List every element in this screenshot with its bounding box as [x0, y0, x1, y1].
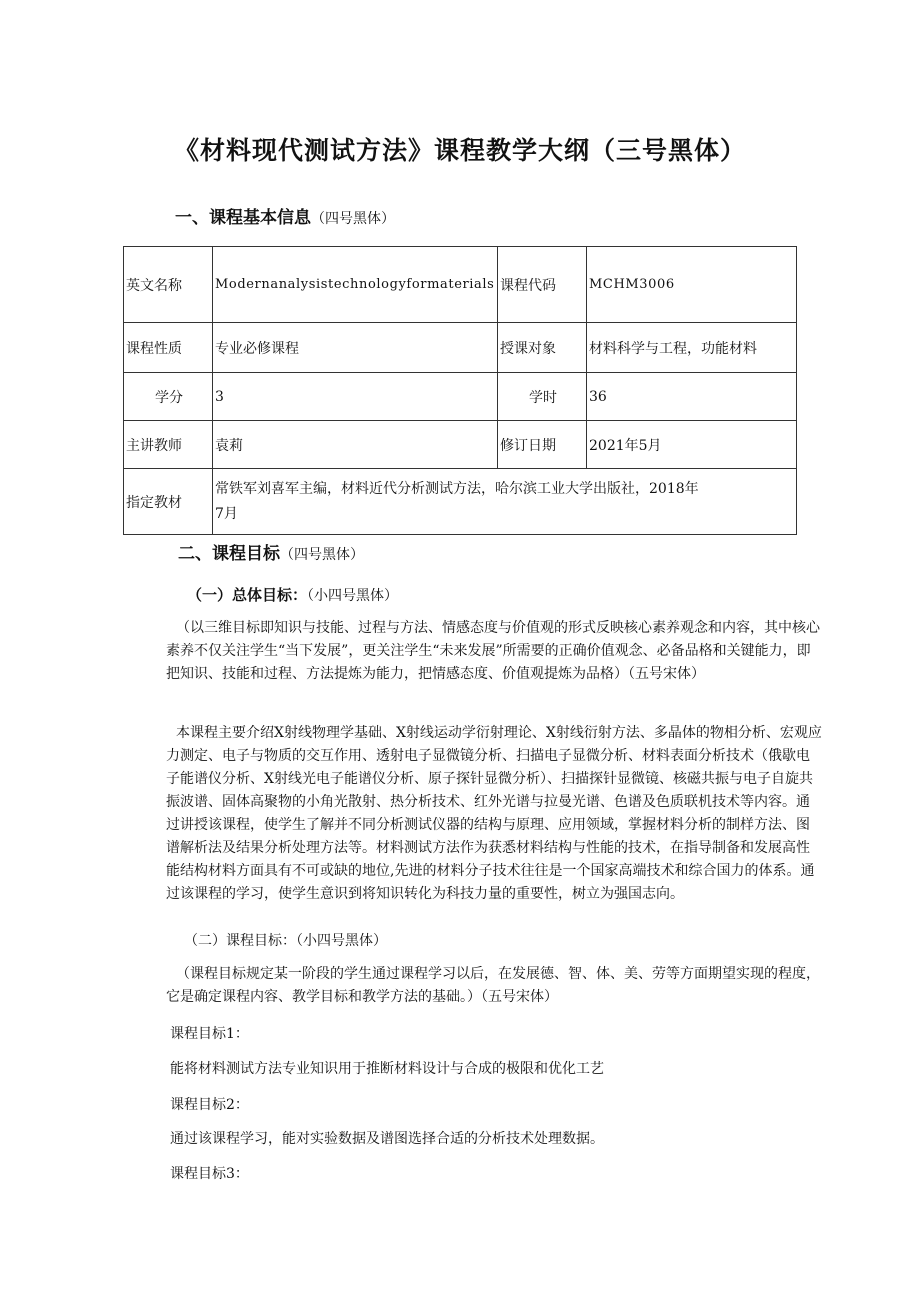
- subsection-heading-text: （二）课程目标：: [184, 933, 296, 949]
- credit-value: 3: [213, 373, 498, 421]
- section-basic-info-heading: [175, 203, 395, 228]
- section-course-goals-heading: [178, 539, 364, 564]
- nature-label: 课程性质: [124, 323, 213, 373]
- audience-label: 授课对象: [498, 323, 587, 373]
- hours-label: 学时: [498, 373, 587, 421]
- textbook-line-1: 常铁军刘喜军主编，材料近代分析测试方法，哈尔滨工业大学出版社，2018年: [215, 481, 699, 497]
- nature-value: 专业必修课程: [213, 323, 498, 373]
- credit-label: 学分: [124, 373, 213, 421]
- section-heading-text: 一、课程基本信息: [175, 208, 311, 228]
- table-row: [124, 323, 797, 373]
- english-name-value: Modernanalysistechnologyformaterials: [213, 247, 498, 323]
- course-code-label: 课程代码: [498, 247, 587, 323]
- revision-date-value: 2021年5月: [587, 421, 797, 469]
- goal-3-label: 课程目标3：: [170, 1166, 249, 1182]
- course-code-value: MCHM3006: [587, 247, 797, 323]
- english-name-label: 英文名称: [124, 247, 213, 323]
- table-row: [124, 247, 797, 323]
- subsection-heading-note: （小四号黑体）: [307, 588, 399, 604]
- section-heading-text: 二、课程目标: [178, 544, 280, 564]
- goal-2-label: 课程目标2：: [170, 1097, 249, 1113]
- goal-2-text: 通过该课程学习，能对实验数据及谱图选择合适的分析技术处理数据。: [170, 1131, 604, 1147]
- overall-goal-heading: [187, 584, 398, 605]
- textbook-line-2: 7月: [215, 506, 238, 522]
- course-goal-heading: [184, 930, 387, 950]
- table-row: [124, 469, 797, 535]
- course-goal-instruction: （课程目标规定某一阶段的学生通过课程学习以后，在发展德、智、体、美、劳等方面期望实现的程度，它是确定课程内容、教学目标和教学方法的基础。）（五号宋体）: [166, 966, 820, 1005]
- goal-1-label: 课程目标1：: [170, 1026, 249, 1042]
- textbook-value: [213, 469, 797, 535]
- revision-date-label: 修订日期: [498, 421, 587, 469]
- subsection-heading-text: （一）总体目标：: [187, 586, 308, 604]
- section-heading-note: （四号黑体）: [311, 211, 395, 227]
- table-row: [124, 421, 797, 469]
- subsection-heading-note: （小四号黑体）: [296, 933, 387, 949]
- teacher-label: 主讲教师: [124, 421, 213, 469]
- teacher-value: 袁莉: [213, 421, 498, 469]
- goal-1-text: 能将材料测试方法专业知识用于推断材料设计与合成的极限和优化工艺: [170, 1061, 604, 1077]
- overall-goal-instruction: （以三维目标即知识与技能、过程与方法、情感态度与价值观的形式反映核心素养观念和内容，其中核心素养不仅关注学生“当下发展”，更关注学生“未来发展”所需要的正确价值观念、必备品格和关键能力，即把知识、技能和过程、方法提炼为能力，把情感态度、价值观提炼为品格）（五号宋体）: [166, 620, 820, 682]
- textbook-label: 指定教材: [124, 469, 213, 535]
- section-heading-note: （四号黑体）: [280, 547, 364, 563]
- page-title: 《材料现代测试方法》课程教学大纲（三号黑体）: [173, 136, 746, 165]
- table-row: [124, 373, 797, 421]
- hours-value: 36: [587, 373, 797, 421]
- audience-value: 材料科学与工程，功能材料: [587, 323, 797, 373]
- course-info-table: [123, 246, 797, 535]
- course-description-paragraph: 本课程主要介绍X射线物理学基础、X射线运动学衍射理论、X射线衍射方法、多晶体的物相分析、宏观应力测定、电子与物质的交互作用、透射电子显微镜分析、扫描电子显微分析、材料表面分析技术（俄歇电子能谱仪分析、X射线光电子能谱仪分析、原子探针显微分析）、扫描探针显微镜、核磁共振与电子自旋共振波谱、固体高聚物的小角光散射、热分析技术、红外光谱与拉曼光谱、色谱及色质联机技术等内容。通过讲授该课程，使学生了解并不同分析测试仪器的结构与原理、应用领域，掌握材料分析的制样方法、图谱解析法及结果分析处理方法等。材料测试方法作为获悉材料结构与性能的技术，在指导制备和发展高性能结构材料方面具有不可或缺的地位,先进的材料分子技术往往是一个国家高端技术和综合国力的体系。通过该课程的学习，使学生意识到将知识转化为科技力量的重要性，树立为强国志向。: [166, 725, 822, 902]
